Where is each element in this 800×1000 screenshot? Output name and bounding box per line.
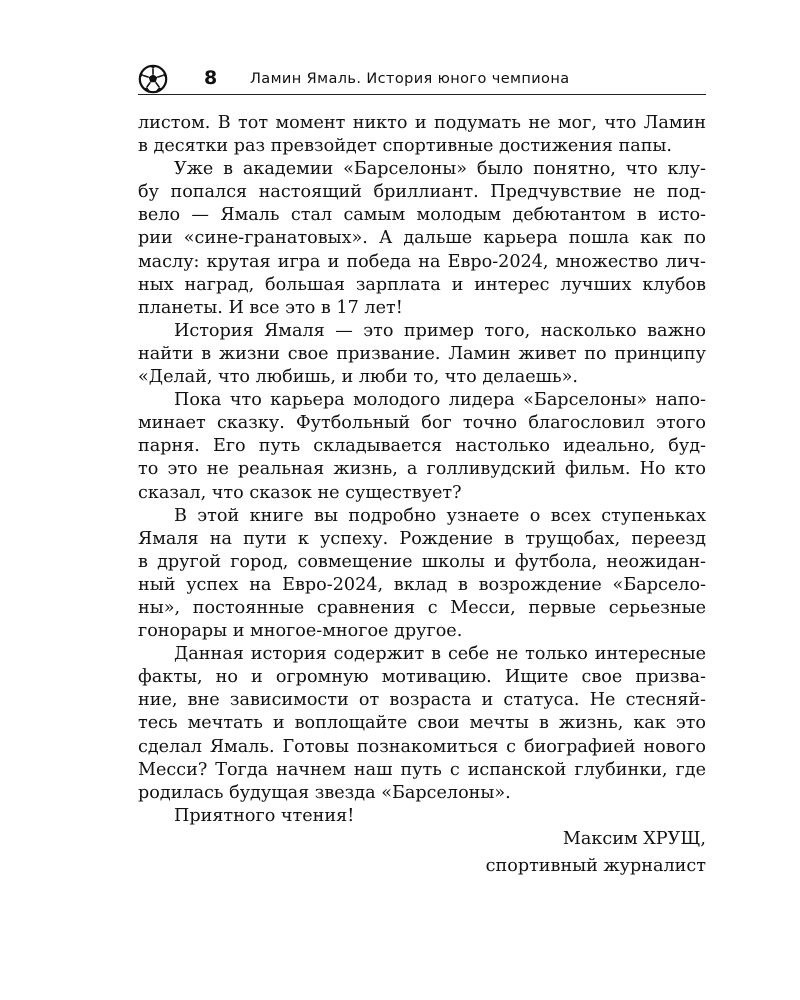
body-text: [138, 112, 706, 828]
text-line: родилась будущая звезда «Барселоны».: [138, 782, 511, 803]
author-name: Максим ХРУЩ,: [562, 829, 706, 849]
text-line: Месси? Тогда начнем наш путь с испанской глубинки, где: [138, 759, 706, 780]
text-line: бу попался настоящий бриллиант. Предчувствие не под-: [138, 182, 706, 203]
text-line: гонорары и многое-многое другое.: [138, 621, 463, 642]
author-role: спортивный журналист: [485, 856, 706, 876]
text-line: листом. В тот момент никто и подумать не мог, что Ламин: [138, 113, 706, 133]
running-header: [138, 62, 706, 95]
text-line: парня. Его путь складывается настолько идеально, буд-: [138, 436, 706, 457]
text-line: найти в жизни свое призвание. Ламин живет по принципу: [138, 343, 706, 364]
text-line: ных наград, большая зарплата и интерес лучших клубов: [138, 274, 706, 295]
text-line: В этой книге вы подробно узнаете о всех ступеньках: [174, 505, 706, 526]
text-line: в десятки раз превзойдет спортивные достижения папы.: [138, 136, 673, 157]
text-line: Приятного чтения!: [174, 805, 355, 826]
text-line: «Делай, что любишь, и люби то, что делаешь».: [138, 367, 578, 388]
text-line: то это не реальная жизнь, а голливудский фильм. Но кто: [138, 459, 706, 480]
soccer-ball-icon: [138, 64, 168, 94]
text-line: тесь мечтать и воплощайте свои мечты в жизнь, как это: [138, 713, 706, 734]
text-line: сказал, что сказок не существует?: [138, 482, 462, 503]
text-line: минает сказку. Футбольный бог точно благословил этого: [138, 413, 706, 434]
text-line: ние, вне зависимости от возраста и статуса. Не стесняй-: [138, 690, 706, 711]
text-line: факты, но и огромную мотивацию. Ищите свое призва-: [138, 667, 706, 688]
text-line: маслу: крутая игра и победа на Евро-2024, множество лич-: [138, 251, 706, 272]
text-line: Ямаля на пути к успеху. Рождение в трущобах, переезд: [138, 528, 706, 549]
text-line: вело — Ямаль стал самым молодым дебютантом в исто-: [138, 205, 706, 226]
text-line: ны», постоянные сравнения с Месси, первые серьезные: [138, 597, 706, 618]
text-line: Уже в академии «Барселоны» было понятно, что клу-: [174, 159, 706, 180]
text-line: Данная история содержит в себе не только интересные: [174, 644, 706, 665]
text-line: Пока что карьера молодого лидера «Барселоны» напо-: [174, 390, 706, 411]
text-line: История Ямаля — это пример того, насколько важно: [174, 320, 706, 341]
author-signature: [138, 826, 706, 880]
text-line: рии «сине-гранатовых». А дальше карьера пошла как по: [138, 228, 706, 249]
book-title: Ламин Ямаль. История юного чемпиона: [250, 71, 570, 87]
text-line: ный успех на Евро-2024, вклад в возрождение «Барсело-: [138, 574, 706, 595]
text-line: в другой город, совмещение школы и футбола, неожидан-: [138, 551, 706, 572]
text-line: сделал Ямаль. Готовы познакомиться с биографией нового: [138, 736, 706, 757]
page-number: 8: [204, 67, 218, 89]
text-line: планеты. И все это в 17 лет!: [138, 297, 403, 318]
